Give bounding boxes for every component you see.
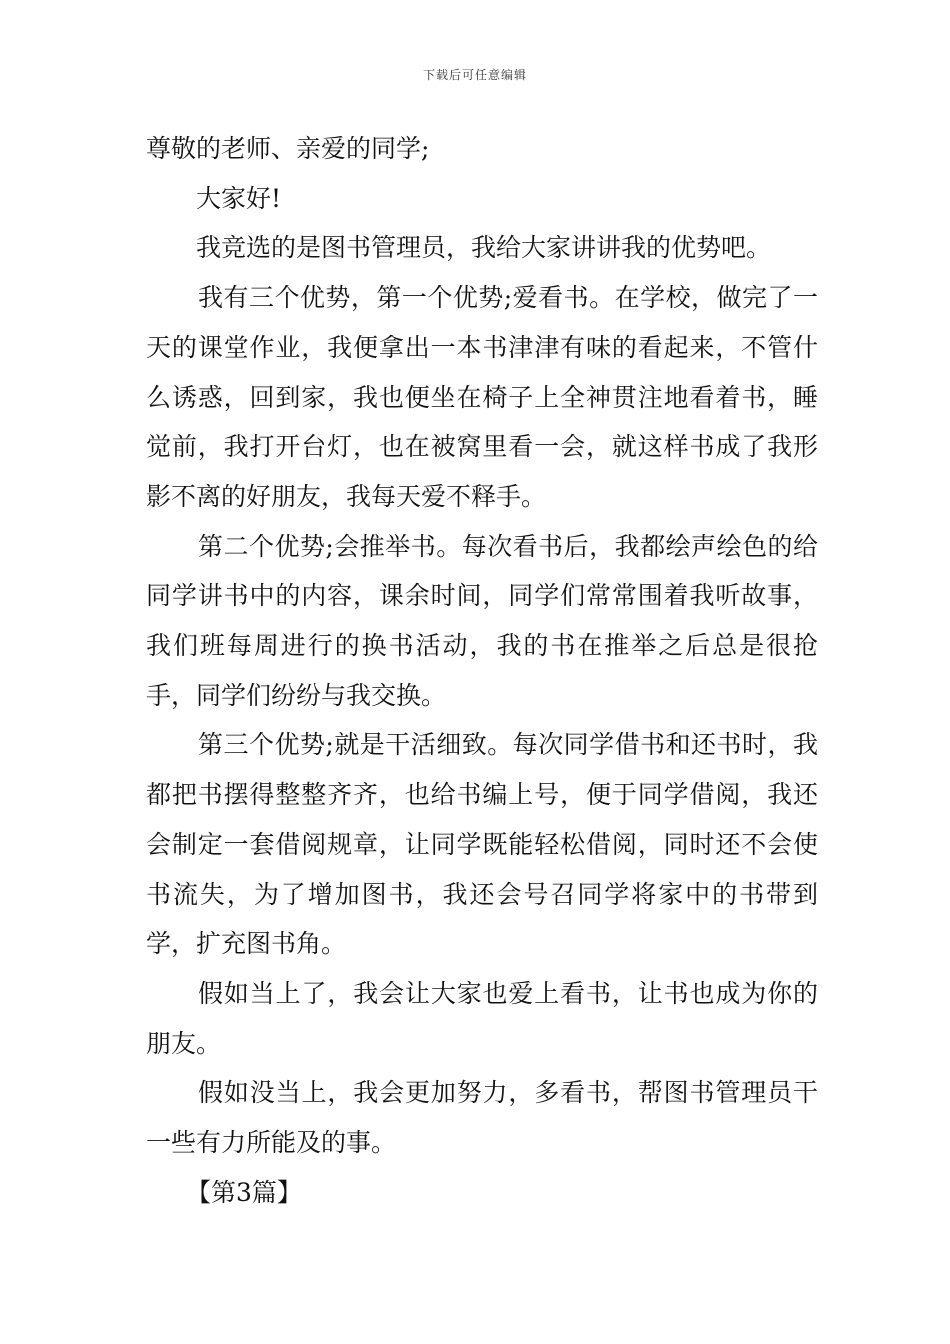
paragraph-advantage-3: 第三个优势;就是干活细致。每次同学借书和还书时，我都把书摆得整整齐齐，也给书编上号，便于同学借阅，我还会制定一套借阅规章，让同学既能轻松借阅，同时还不会使书流失，为了增加图书，我还会号召同学将家中的书带到学，扩充图书角。 — [146, 730, 818, 959]
salutation: 尊敬的老师、亲爱的同学; — [146, 134, 430, 163]
paragraph-if-not-elected: 假如没当上，我会更加努力，多看书，帮图书管理员干一些有力所能及的事。 — [146, 1078, 818, 1158]
greeting: 大家好! — [196, 183, 282, 213]
paragraph-if-elected: 假如当上了，我会让大家也爱上看书，让书也成为你的朋友。 — [146, 978, 818, 1058]
paragraph-advantage-2: 第二个优势;会推举书。每次看书后，我都绘声绘色的给同学讲书中的内容，课余时间，同学们常常围着我听故事，我们班每周进行的换书活动，我的书在推举之后总是很抢手，同学们纷纷与我交换。 — [146, 531, 818, 710]
section-title: 【第3篇】 — [186, 1177, 302, 1207]
document-body — [146, 124, 818, 1217]
page-header: 下载后可任意编辑 — [422, 68, 527, 82]
paragraph-intro: 我竞选的是图书管理员，我给大家讲讲我的优势吧。 — [196, 233, 772, 263]
paragraph-advantage-1: 我有三个优势，第一个优势;爱看书。在学校，做完了一天的课堂作业，我便拿出一本书津津有味的看起来，不管什么诱惑，回到家，我也便坐在椅子上全神贯注地看着书，睡觉前，我打开台灯，也在被窝里看一会，就这样书成了我形影不离的好朋友，我每天爱不释手。 — [146, 283, 818, 511]
